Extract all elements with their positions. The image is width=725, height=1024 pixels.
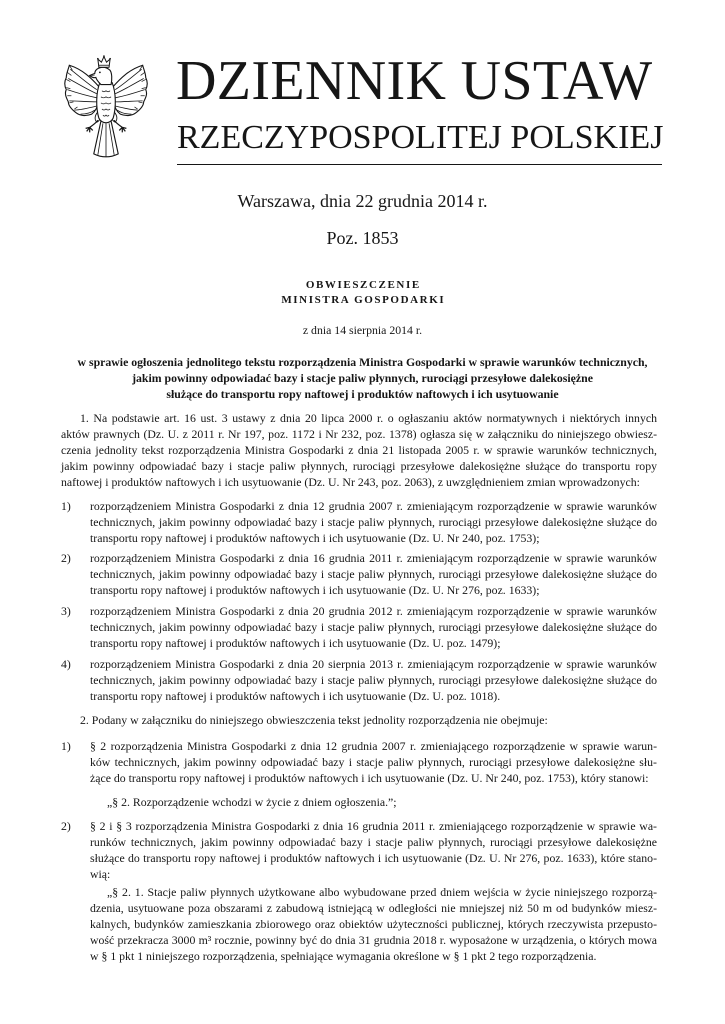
exclusion-line: żące do transportu ropy naftowej i produktów naftowych i ich usytuowanie (Dz. U. Nr 240, poz. 1753), który stanowi:: [90, 771, 649, 785]
exclusion-text: [90, 738, 657, 786]
position-number: Poz. 1853: [326, 228, 399, 248]
quote-line: kalnych, budynków zamieszkania zbiorowego oraz obiektów użyteczności publicznej, których rzeczywista przepusto-: [90, 917, 657, 931]
amendment-line: technicznych, jakim powinny odpowiadać bazy i stacje paliw płynnych, rurociągi przesyłowe dalekosiężne służące do: [90, 567, 657, 581]
exclusion-quote: [90, 884, 657, 964]
journal-subtitle: RZECZYPOSPOLITEJ POLSKIEJ: [177, 119, 664, 156]
act-date: z dnia 14 sierpnia 2014 r.: [302, 323, 423, 337]
exclusion-line: ków technicznych, jakim powinny odpowiadać bazy i stacje paliw płynnych, rurociągi przesyłowe dalekosiężne słu-: [90, 755, 657, 769]
exclusion-item: [61, 738, 657, 786]
place-and-date: Warszawa, dnia 22 grudnia 2014 r.: [237, 191, 488, 211]
section-1-line: naftowej i produktów naftowych i ich usytuowanie (Dz. U. Nr 243, poz. 2063), z uwzględnieniem zmian wprowadzonych:: [61, 475, 640, 489]
exclusion-line: służące do transportu ropy naftowej i produktów naftowych i ich usytuowanie (Dz. U. Nr 276, poz. 1633), które stano-: [90, 851, 657, 865]
amendment-number: 3): [61, 604, 71, 618]
amendment-item: [61, 498, 657, 546]
quote-line: „§ 2. 1. Stacje paliw płynnych użytkowane albo wybudowane przed dniem wejścia w życie niniejszego rozporzą-: [107, 885, 657, 899]
exclusion-number: 1): [61, 739, 71, 753]
quote-line: „§ 2. Rozporządzenie wchodzi w życie z dniem ogłoszenia.”;: [107, 795, 397, 809]
amendment-line: technicznych, jakim powinny odpowiadać bazy i stacje paliw płynnych, rurociągi przesyłowe dalekosiężne służące do: [90, 673, 657, 687]
journal-title: DZIENNIK USTAW: [176, 50, 653, 112]
amendment-number: 2): [61, 551, 71, 565]
exclusion-line: § 2 rozporządzenia Ministra Gospodarki z dnia 12 grudnia 2007 r. zmieniającego rozporządzenie w sprawie warun-: [90, 739, 657, 753]
amendment-line: transportu ropy naftowej i produktów naftowych i ich usytuowanie (Dz. U. Nr 276, poz. 1633);: [90, 583, 540, 597]
masthead-divider: [177, 164, 662, 165]
exclusion-line: § 2 i § 3 rozporządzenia Ministra Gospodarki z dnia 16 grudnia 2011 r. zmieniającego rozporządzenie w sprawie wa-: [90, 819, 657, 833]
act-issuer: MINISTRA GOSPODARKI: [281, 294, 446, 306]
section-1-line: jakim powinny odpowiadać bazy i stacje paliw płynnych, rurociągi przesyłowe dalekosiężne służące do transportu ropy: [61, 459, 657, 473]
amendment-line: technicznych, jakim powinny odpowiadać bazy i stacje paliw płynnych, rurociągi przesyłowe dalekosiężne służące do: [90, 620, 657, 634]
quote-line: w § 1 pkt 1 niniejszego rozporządzenia, spełniające wymagania określone w § 1 pkt 2 tego rozporządzenia.: [90, 949, 597, 963]
exclusion-line: runków technicznych, jakim powinny odpowiadać bazy i stacje paliw płynnych, rurociągi przesyłowe dalekosiężne: [90, 835, 657, 849]
amendment-line: technicznych, jakim powinny odpowiadać bazy i stacje paliw płynnych, rurociągi przesyłowe dalekosiężne służące do: [90, 515, 657, 529]
section-2-line: 2. Podany w załączniku do niniejszego obwieszczenia tekst jednolity rozporządzenia nie obejmuje:: [80, 713, 548, 727]
amendment-line: rozporządzeniem Ministra Gospodarki z dnia 16 grudnia 2011 r. zmieniającym rozporządzenie w sprawie warunków: [90, 551, 657, 565]
amendment-number: 4): [61, 657, 71, 671]
amendment-number: 1): [61, 499, 71, 513]
amendment-text: [90, 550, 657, 598]
exclusion-quote: [90, 794, 657, 810]
exclusion-item: [61, 818, 657, 882]
quote-line: dzenia, usytuowane poza obszarami z zabudową istniejącą w odległości nie mniejszej niż 50 m od budynków miesz-: [90, 901, 657, 915]
amendment-line: transportu ropy naftowej i produktów naftowych i ich usytuowanie (Dz. U. poz. 1479);: [90, 636, 501, 650]
amendment-line: rozporządzeniem Ministra Gospodarki z dnia 12 grudnia 2007 r. zmieniającym rozporządzenie w sprawie warunków: [90, 499, 657, 513]
amendment-item: [61, 656, 657, 704]
act-title-line: służące do transportu ropy naftowej i produktów naftowych i ich usytuowanie: [166, 387, 559, 401]
act-title-line: jakim powinny odpowiadać bazy i stacje paliw płynnych, rurociągi przesyłowe dalekosiężne: [132, 371, 593, 385]
amendment-line: transportu ropy naftowej i produktów naftowych i ich usytuowanie (Dz. U. Nr 240, poz. 1753);: [90, 531, 540, 545]
amendment-line: rozporządzeniem Ministra Gospodarki z dnia 20 sierpnia 2013 r. zmieniającym rozporządzenie w sprawie warunków: [90, 657, 657, 671]
exclusion-number: 2): [61, 819, 71, 833]
amendment-item: [61, 603, 657, 651]
section-1-line: aktów prawnych (Dz. U. z 2011 r. Nr 197, poz. 1172 i Nr 232, poz. 1378) ogłasza się w załączniku do niniejszego obwiesz-: [61, 427, 657, 441]
act-title: [0, 354, 725, 402]
section-2-paragraph: [61, 712, 657, 728]
exclusion-text: [90, 818, 657, 882]
section-1-line: 1. Na podstawie art. 16 ust. 3 ustawy z dnia 20 lipca 2000 r. o ogłaszaniu aktów normatywnych i niektórych innych: [80, 411, 657, 425]
amendment-text: [90, 656, 657, 704]
section-1-paragraph: [61, 410, 657, 490]
section-1-line: czenia jednolity tekst rozporządzenia Ministra Gospodarki z dnia 21 listopada 2005 r. w sprawie warunków technicznych,: [61, 443, 657, 457]
amendment-item: [61, 550, 657, 598]
act-type: OBWIESZCZENIE: [305, 279, 421, 291]
amendment-text: [90, 603, 657, 651]
exclusion-line: wią:: [90, 867, 111, 881]
amendment-line: rozporządzeniem Ministra Gospodarki z dnia 20 grudnia 2012 r. zmieniającym rozporządzenie w sprawie warunków: [90, 604, 657, 618]
amendment-text: [90, 498, 657, 546]
act-title-line: w sprawie ogłoszenia jednolitego tekstu rozporządzenia Ministra Gospodarki w sprawie warunków technicznych,: [77, 355, 648, 369]
quote-line: wość przekracza 3000 m³ rocznie, powinny być do dnia 31 grudnia 2018 r. wyposażone w urządzenia, o których mowa: [90, 933, 657, 947]
polish-eagle-emblem-icon: [60, 52, 152, 164]
amendment-line: transportu ropy naftowej i produktów naftowych i ich usytuowanie (Dz. U. poz. 1018).: [90, 689, 501, 703]
